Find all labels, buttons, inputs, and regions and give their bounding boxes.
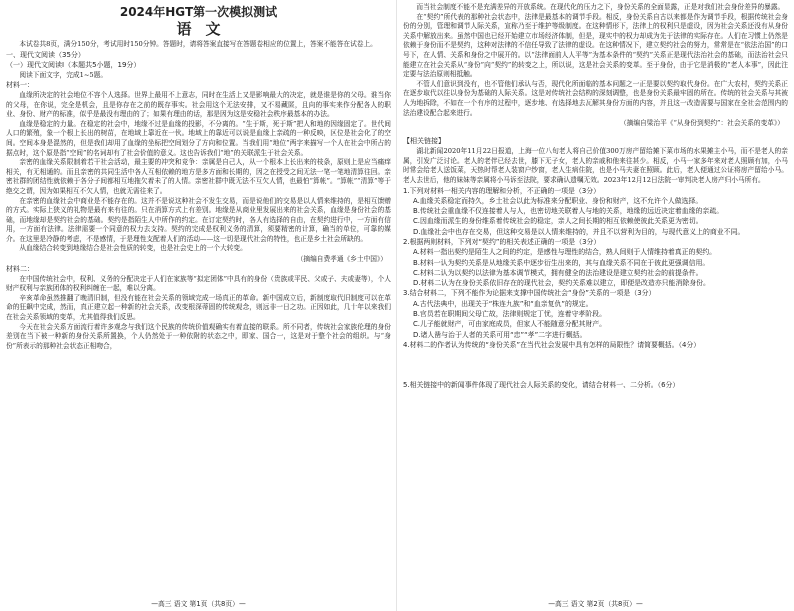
question-5 bbox=[403, 380, 788, 396]
paragraph: 血缘是稳定的力量。在稳定的社会中，地缘不过是血缘的投影，不分离的。“生于斯，死于斯”把人和地的因缘固定了。世代间人口的繁殖，象一个根上长出的树苗，在地域上靠近在一伙。地域上的靠近可以说是血缘上亲疏的一种反映，区位是社会化了的空间。空间本身是混然的，但是我们却用了血缘的坐标把空间划分了方向和位置。当我们用“地位”两字来描写一个人在社会中所占的据点时，这个原是指“空间”的名词却有了社会价值的意义。这也告诉我们“地”的关联派生于社会关系。 bbox=[6, 119, 391, 157]
section-heading: 一、现代文阅读（35分） bbox=[6, 50, 85, 59]
exam-title: 2024年HGT第一次模拟测试 bbox=[119, 5, 278, 19]
answer-option[interactable]: C.儿子能就财产，可由家庭成员，但家人不能随意分配其财产。 bbox=[413, 320, 607, 329]
answer-space bbox=[403, 391, 788, 397]
answer-option[interactable]: D.诸人凿与治于人者的关系可用“忠”“孝”二字进行概括。 bbox=[413, 330, 587, 339]
paragraph: 血缘所决定的社会地位不容个人选择。世界上最用不上意志，同时在生活上又是影响最大的决定，就是谁是你的父母。谁当你的父母，在你说，完全是机会，且是你存在之前的既存事实。社会用这个无法安排，又不易藏匿，且向的事实来作分配各人的职业、身份、财产的标准，似乎是最没有理由的了；如果有理由的话，那是因为这是安稳社会秩序最基本的办法。 bbox=[6, 90, 391, 119]
reading-instruction: 阅读下面文字，完成1~5题。 bbox=[19, 70, 108, 79]
answer-space bbox=[403, 350, 788, 380]
material-1-label: 材料一： bbox=[6, 81, 34, 90]
paragraph: 在亲密的血缘社会中商业是不能存在的。这并不是说这种社会不发生交易，而是说他们的交易是以人情来维持的，是相互馈赠的方式。实际上狭义的礼物是最有来有往的。只在消算方式上有差别。地缘是从商业里发展出来的社会关系，血缘是身份社会的基础，而地缘却是契约社会的基础。契约是指陌生人中所作的约定。在订定契约时，各人有选择的自由，在契约进行中，一方面有信用，一方面有法律。法律需要一个同意的权力去支持。契约的完成是权利义务的清算，须要精密的计算，确当的单位，可靠的媒介。在这里是冷静的考虑，不是感情，于是理性支配着人们的活动——这一切是现代社会的特性，也正是乡土社会所缺的。 bbox=[6, 196, 391, 243]
page-2-content bbox=[403, 3, 788, 593]
page-1-content bbox=[6, 3, 391, 593]
part-heading: （一）现代文阅读Ⅰ（本题共5小题，19分） bbox=[6, 61, 141, 70]
material-2-label: 材料二： bbox=[6, 265, 34, 274]
paragraph: 辛亥革命虽然推翻了晚清旧制，但没有能在社会关系的领域完成一场真正的革命。新中国成立后，新制度取代旧制度可以在革命的狂飙中完成，然而，真正建立起一种新的社会关系，改变根深蒂固的传统观念，则远非一日之功。正因如此，几十年以来我们在社会关系领域的变革，尤其值得我们反思。 bbox=[6, 293, 391, 322]
paragraph: 不管人们意识到没有，也不管他们承认与否，现代化所面临的基本问题之一正是要以契约取代身份。在广大农村，契约关系正在逐步取代以往以身份为基础的人际关系。这是对传统社会结构的深刻调整，也是身份关系最牢固的所在。传统的社会关系与其被人为地拆除，不如在一个有序的过程中，逐步地、有选择地去瓦解其身份方面的内容，并且这一改造需要与国家在全社会范围内的法治建设配合起来进行。 bbox=[403, 79, 788, 117]
paragraph: 而当社会制度不能不是充满差异的开放系统。在现代化的压力之下，身份关系的全面显露，正是对我们社会身份差异的暴露。 bbox=[416, 3, 785, 11]
question-stem: 1.下列对材料一相关内容的理解和分析，不正确的一项是（3分） bbox=[403, 186, 601, 195]
related-link-label: 【相关链接】 bbox=[403, 137, 445, 146]
paragraph: 在“契约”所代表的那种社会状态中，法律是最基本的调节手段。相反，身份关系自古以来都是作为调节手段，根据传统社会身份的分别，管理和调节人际关系，宣称乃至于维护等级制度。在这种情形下，法律上的权利只是虚设，因为社会关系还没有从身份关系中解放出来。虽然中国也已经开始建立市场经济体制，但是，现实中的权力却成为先于法律的实际存在。人们在习惯上仍然是依赖于身份而不是契约，这种对法律的不信任导致了法律的虚设。在这种情况下，建立契约社会的努力，常常是在“依法治国”的口号下，在人情、关系和身份之中展开的。以“法律面前人人平等”为基本条件的“契约”关系正是现代法治社会的基础，而法治社会只能建立在社会关系从“身份”向“契约”的转变之上，所以说，这是社会关系的变革。至于身份，由于它是消极的“老人本事”，因此注定要与法治原则相抵触。 bbox=[403, 12, 788, 79]
subject-title: 语文 bbox=[176, 20, 235, 38]
paragraph: 在中国传统社会中，权利、义务的分配决定于人们在家族等“拟定团体”中具有的身份（贵族或平民、父或子、夫或妻等），个人财产权利与亲族团体的权利纠缠在一起，难以分离。 bbox=[6, 274, 391, 293]
question-stem: 5.相关链接中的新闻事件体现了现代社会人际关系的变化，请结合材料一、二分析。（6分） bbox=[403, 381, 680, 390]
material-2-source: （摘编自梁治平《“从身份到契约”：社会关系的变革》） bbox=[620, 119, 784, 128]
question-4 bbox=[403, 340, 788, 380]
paragraph: 从血缘结合转变到地缘结合是社会性质的转变，也是社会史上的一个大转变。 bbox=[19, 244, 247, 253]
answer-option[interactable]: C.材料二认为以契约以法律为基本调节模式，拥有健全的法治建设是建立契约社会的前提条件。 bbox=[413, 268, 703, 277]
question-3 bbox=[403, 288, 788, 339]
answer-option[interactable]: A.材料一指出契约是陌生人之间的约定，是感性与理性的结合，熟人间则于人情维持着真正的契约。 bbox=[413, 248, 717, 257]
question-stem: 2.根据两则材料，下列对“契约”的相关表述正确的一项是（3分） bbox=[403, 237, 601, 246]
material-2-continued bbox=[403, 3, 788, 118]
answer-option[interactable]: B.官员若在职期间父母亡故，法律则规定丁忧，连着守孝阶段。 bbox=[413, 310, 606, 319]
answer-option[interactable]: D.材料二认为在身份关系依旧存在的现代社会，契约关系难以建立，即便是改造亦只能消除身份。 bbox=[413, 279, 710, 288]
exam-page-2 bbox=[397, 0, 794, 611]
exam-notice: 本试卷共8页，满分150分，考试用时150分钟。答题时，请将答案直接写在答题卷相应的位置上，答案不能答在试卷上。 bbox=[19, 40, 377, 48]
page-1-footer: —高三 语文 第1页（共8页）— bbox=[151, 600, 246, 608]
related-link-text: 湖北新闻2020年11月22日报道，上海一位八旬老人将自己价值300万房产留给摊下菜市场的水果摊主小马，而不是老人的亲属，引发广泛讨论。老人的老伴已经去世，膝下无子女，老人的亲戚和他来往甚少。相反，小马一家多年来对老人照顾有加，小马时常会给老人送饭菜，天热时帮老人装窗户纱窗，老人生病住院，也是小马夫妻在照顾。此后，老人便通过公证将房产留给小马。老人去世后，他的妹妹等亲属将小马诉至法院，要求确认遗嘱无效。2023年12月12日法院一审判决老人房产归小马所有。 bbox=[403, 147, 788, 184]
question-2 bbox=[403, 237, 788, 288]
material-1-body bbox=[6, 91, 391, 254]
question-stem: 4.材料二的作者认为传统的“身份关系”在当代社会发展中具有怎样的局限性？请简要概括。（4分） bbox=[403, 340, 701, 349]
paragraph: 今天在社会关系方面流行着许多观念与我们这个民族的传统价值观确实有着直接的联系。所不同者，传统社会家族伦理的身份差别在当下被一种新的身份关系所置换，个人仍然处于一种依附的状态之中，即家、国合一，这是对于整个社会的组织。与“身份”所表示的那种社会状态正相吻合， bbox=[6, 322, 391, 350]
question-1 bbox=[403, 186, 788, 237]
answer-option[interactable]: C.因血缘而派生的身份维系着传统社会的稳定，亲人之间长期的相互依赖使彼此关系更为密切。 bbox=[413, 217, 703, 226]
question-stem: 3.结合材料二，下列不能作为论据来支撑中国传统社会“身份”关系的一项是（3分） bbox=[403, 289, 656, 298]
answer-option[interactable]: A.血缘关系稳定而持久，乡土社会以此为标准来分配职业、身份和财产，这不允许个人做选择。 bbox=[413, 196, 703, 205]
answer-option[interactable]: A.古代法典中，出现关于“株连九族”和“血亲复仇”的规定。 bbox=[413, 299, 593, 308]
answer-option[interactable]: B.传统社会重血缘不仅连接着人与人，也密切地关联着人与地的关系，地缘的远近决定着血缘的亲疏。 bbox=[413, 207, 724, 216]
paragraph: 亲密的血缘关系限制着若干社会活动，最主要的冲突和竞争：亲属是自己人，从一个根本上长出来的枝条，原则上是应当痛痒相关，有无相通的。而且亲密的共同生活中各人互相依赖的地方是多方面和长期的，因之在授受之间无法一笔一笔地清算往回。亲密社群的团结性就依赖于各分子间都相互地拖欠着未了的人情。亲密社群中既无法不互欠人情，也最怕“算帐”。“算帐”“清算”等于绝交之谓，因为如果相互不欠人情，也就无需往来了。 bbox=[6, 158, 391, 195]
answer-option[interactable]: D.血缘社会中也存在交易，但这种交易是以人情来维持的，并且不以营利为目的，与现代意义上的商业不同。 bbox=[413, 227, 745, 236]
question-list bbox=[403, 186, 788, 397]
material-2-body bbox=[6, 275, 391, 352]
answer-option[interactable]: B.材料一认为契约关系是从地缘关系中逐步衍生出来的，其与血缘关系不同在于彼此更强调信用。 bbox=[413, 258, 710, 267]
page-2-footer: —高三 语文 第2页（共8页）— bbox=[548, 600, 643, 608]
material-1-source: （摘编自费孝通《乡土中国》） bbox=[296, 255, 387, 264]
